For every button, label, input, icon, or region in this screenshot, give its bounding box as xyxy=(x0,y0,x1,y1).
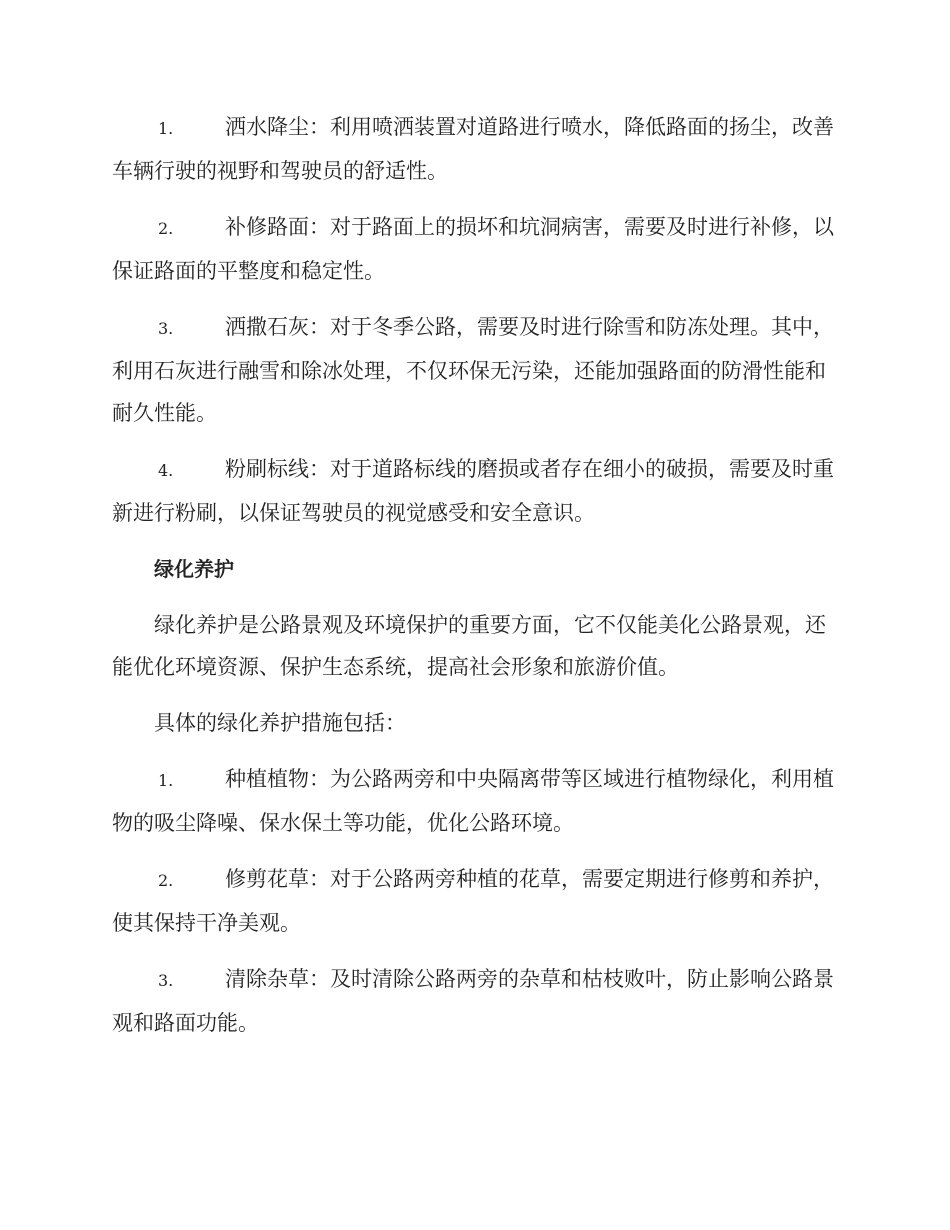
list-text: 补修路面：对于路面上的损坏和坑洞病害，需要及时进行补修，以保证路面的平整度和稳定性。 xyxy=(112,215,834,283)
list-text: 清除杂草：及时清除公路两旁的杂草和枯枝败叶，防止影响公路景观和路面功能。 xyxy=(112,967,834,1035)
list-text: 种植植物：为公路两旁和中央隔离带等区域进行植物绿化，利用植物的吸尘降噪、保水保土等功能，优化公路环境。 xyxy=(112,767,834,835)
list-number: 3. xyxy=(158,971,174,990)
list-text: 修剪花草：对于公路两旁种植的花草，需要定期进行修剪和养护，使其保持干净美观。 xyxy=(112,867,834,935)
list-number: 1. xyxy=(158,771,174,790)
intro-paragraph: 绿化养护是公路景观及环境保护的重要方面，它不仅能美化公路景观，还能优化环境资源、保护生态系统，提高社会形象和旅游价值。 xyxy=(112,613,826,679)
list-number: 3. xyxy=(158,319,174,338)
list-item xyxy=(112,106,834,192)
lead-paragraph: 具体的绿化养护措施包括： xyxy=(154,711,406,735)
list-number: 2. xyxy=(158,871,174,890)
list-number: 2. xyxy=(158,219,174,238)
list-number: 1. xyxy=(158,119,174,138)
list-text: 洒撒石灰：对于冬季公路，需要及时进行除雪和防冻处理。其中，利用石灰进行融雪和除冰处理，不仅环保无污染，还能加强路面的防滑性能和耐久性能。 xyxy=(112,315,834,425)
list-item xyxy=(112,306,834,434)
list-text: 洒水降尘：利用喷洒装置对道路进行喷水，降低路面的扬尘，改善车辆行驶的视野和驾驶员的舒适性。 xyxy=(112,115,834,183)
list-item xyxy=(112,758,834,844)
list-item xyxy=(112,858,834,944)
list-text: 粉刷标线：对于道路标线的磨损或者存在细小的破损，需要及时重新进行粉刷，以保证驾驶员的视觉感受和安全意识。 xyxy=(112,457,834,525)
list-number: 4. xyxy=(158,461,174,480)
section-heading: 绿化养护 xyxy=(154,557,234,581)
list-item xyxy=(112,448,834,534)
list-item xyxy=(112,206,834,292)
list-item xyxy=(112,958,834,1044)
document-page xyxy=(112,106,834,1044)
